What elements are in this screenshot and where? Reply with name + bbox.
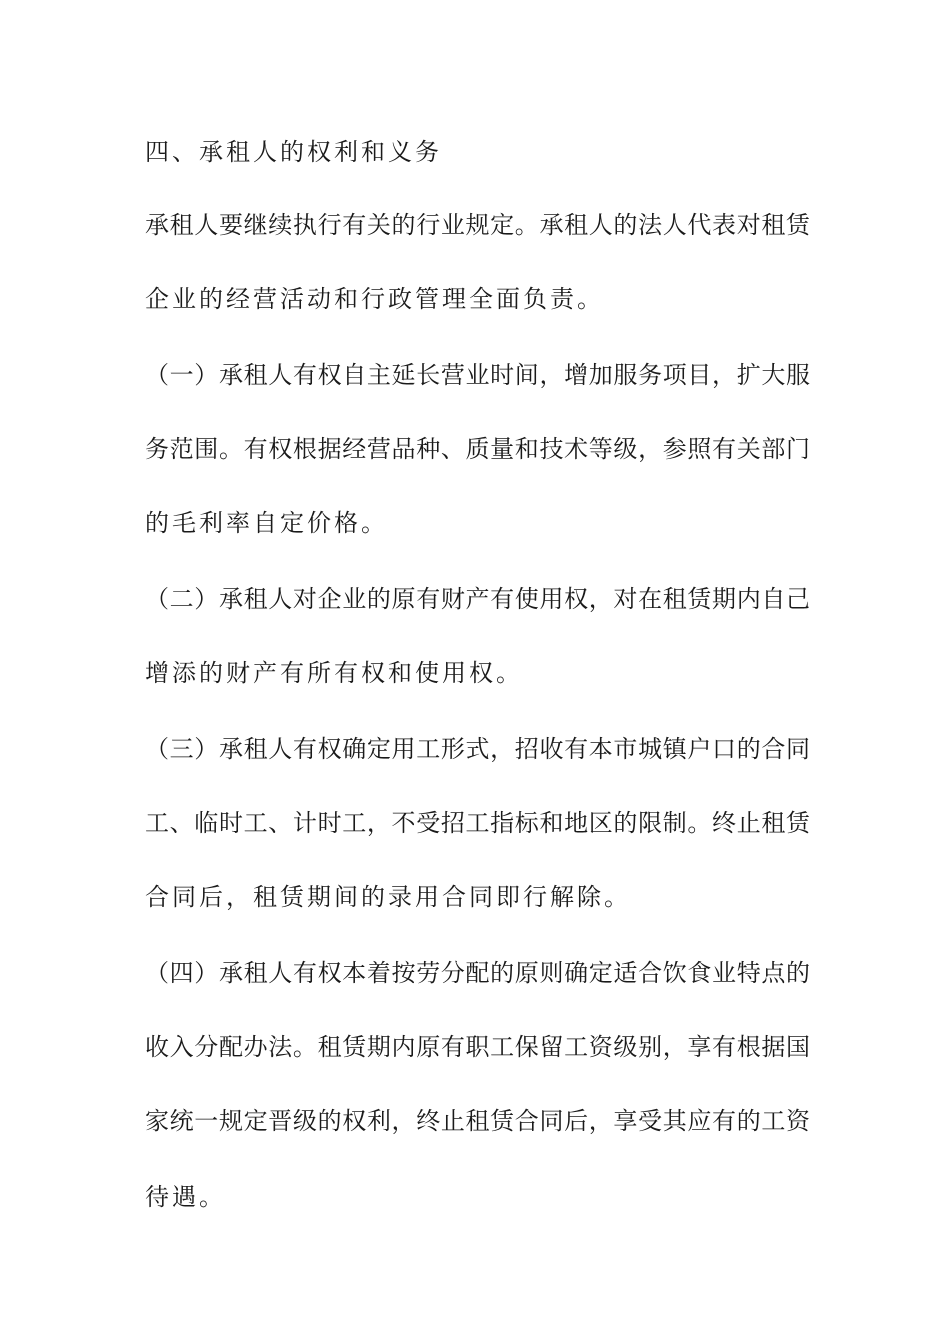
paragraph-line: （二）承租人对企业的原有财产有使用权，对在租赁期内自己	[145, 585, 810, 613]
paragraph-line: 承租人要继续执行有关的行业规定。承租人的法人代表对租赁	[145, 211, 810, 239]
paragraph-line: （三）承租人有权确定用工形式，招收有本市城镇户口的合同	[145, 735, 810, 763]
paragraph-line: 增添的财产有所有权和使用权。	[145, 659, 523, 687]
paragraph-line: 企业的经营活动和行政管理全面负责。	[145, 285, 604, 313]
paragraph-line: 务范围。有权根据经营品种、质量和技术等级，参照有关部门	[145, 435, 810, 463]
paragraph-line: （四）承租人有权本着按劳分配的原则确定适合饮食业特点的	[145, 959, 810, 987]
paragraph-line: 工、临时工、计时工，不受招工指标和地区的限制。终止租赁	[145, 809, 810, 837]
paragraph-line: 待遇。	[145, 1183, 226, 1211]
paragraph-line: 的毛利率自定价格。	[145, 509, 388, 537]
paragraph-line: 收入分配办法。租赁期内原有职工保留工资级别，享有根据国	[145, 1033, 810, 1061]
section-heading: 四、承租人的权利和义务	[145, 138, 442, 166]
paragraph-line: 合同后，租赁期间的录用合同即行解除。	[145, 883, 631, 911]
paragraph-line: （一）承租人有权自主延长营业时间，增加服务项目，扩大服	[145, 361, 810, 389]
paragraph-line: 家统一规定晋级的权利，终止租赁合同后，享受其应有的工资	[145, 1107, 810, 1135]
